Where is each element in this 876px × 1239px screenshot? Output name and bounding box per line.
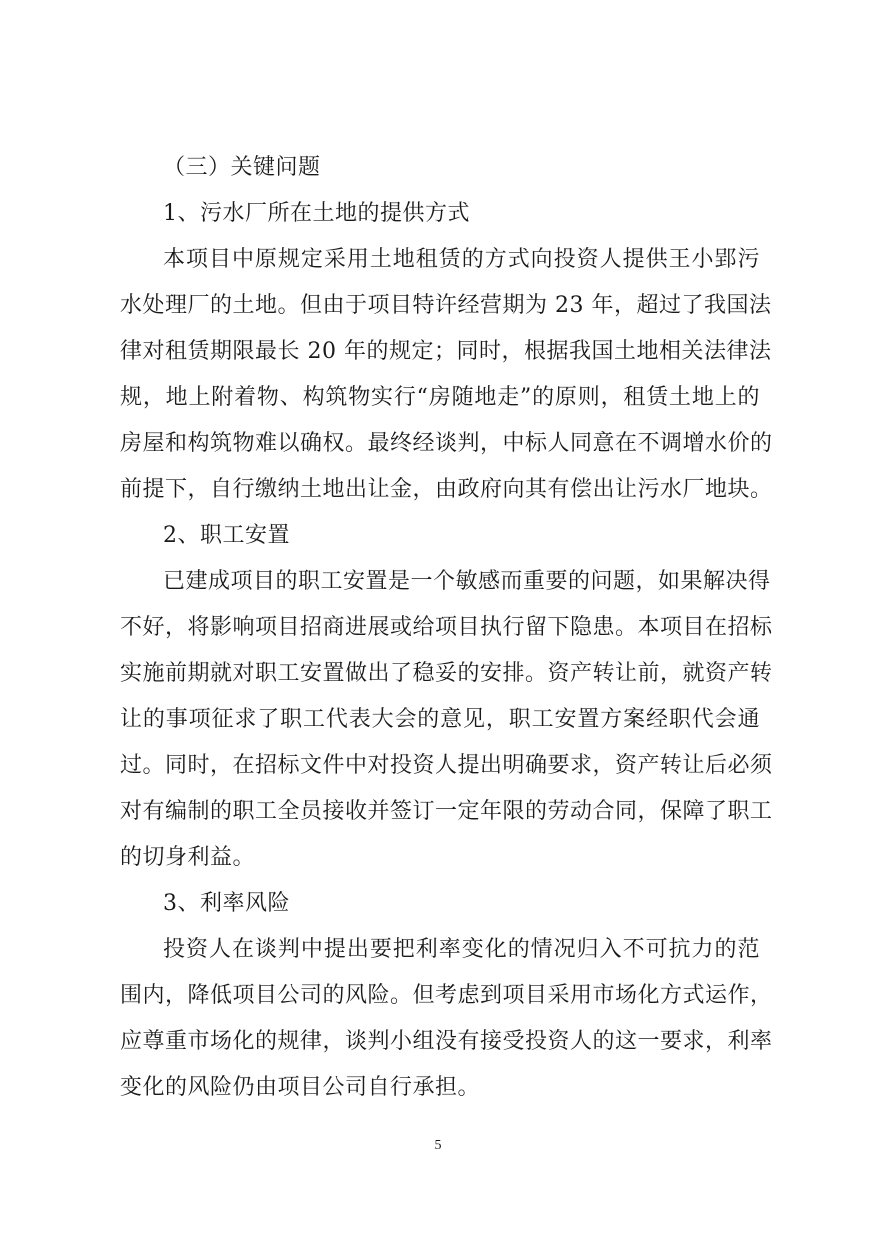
paragraph-line: 过。同时，在招标文件中对投资人提出明确要求，资产转让后必须 (120, 753, 773, 778)
paragraph-line: 水处理厂的土地。但由于项目特许经营期为 23 年，超过了我国法 (120, 293, 772, 318)
paragraph-line: 律对租赁期限最长 20 年的规定；同时，根据我国土地相关法律法 (120, 339, 772, 364)
paragraph-line: 已建成项目的职工安置是一个敏感而重要的问题，如果解决得 (163, 569, 771, 594)
subsection-heading-3: 3、利率风险 (163, 891, 290, 916)
page-number: 5 (434, 1138, 442, 1153)
paragraph-line: 围内，降低项目公司的风险。但考虑到项目采用市场化方式运作， (120, 983, 773, 1008)
paragraph-line: 本项目中原规定采用土地租赁的方式向投资人提供王小郢污 (163, 247, 760, 272)
paragraph-line: 对有编制的职工全员接收并签订一定年限的劳动合同，保障了职工 (120, 799, 773, 824)
paragraph-line: 投资人在谈判中提出要把利率变化的情况归入不可抗力的范 (163, 937, 760, 962)
section-heading: （三）关键问题 (163, 155, 321, 180)
subsection-heading-1: 1、污水厂所在土地的提供方式 (163, 201, 470, 226)
paragraph-line: 规，地上附着物、构筑物实行“房随地走”的原则，租赁土地上的 (120, 385, 760, 410)
paragraph-line: 变化的风险仍由项目公司自行承担。 (120, 1075, 481, 1100)
paragraph-line: 让的事项征求了职工代表大会的意见，职工安置方案经职代会通 (120, 707, 760, 732)
paragraph-line: 前提下，自行缴纳土地出让金，由政府向其有偿出让污水厂地块。 (120, 477, 773, 502)
paragraph-line: 实施前期就对职工安置做出了稳妥的安排。资产转让前，就资产转 (120, 661, 773, 686)
paragraph-line: 不好，将影响项目招商进展或给项目执行留下隐患。本项目在招标 (120, 615, 773, 640)
paragraph-line: 应尊重市场化的规律，谈判小组没有接受投资人的这一要求，利率 (120, 1029, 773, 1054)
paragraph-line: 房屋和构筑物难以确权。最终经谈判，中标人同意在不调增水价的 (120, 431, 773, 456)
subsection-heading-2: 2、职工安置 (163, 523, 290, 548)
paragraph-line: 的切身利益。 (120, 845, 256, 870)
